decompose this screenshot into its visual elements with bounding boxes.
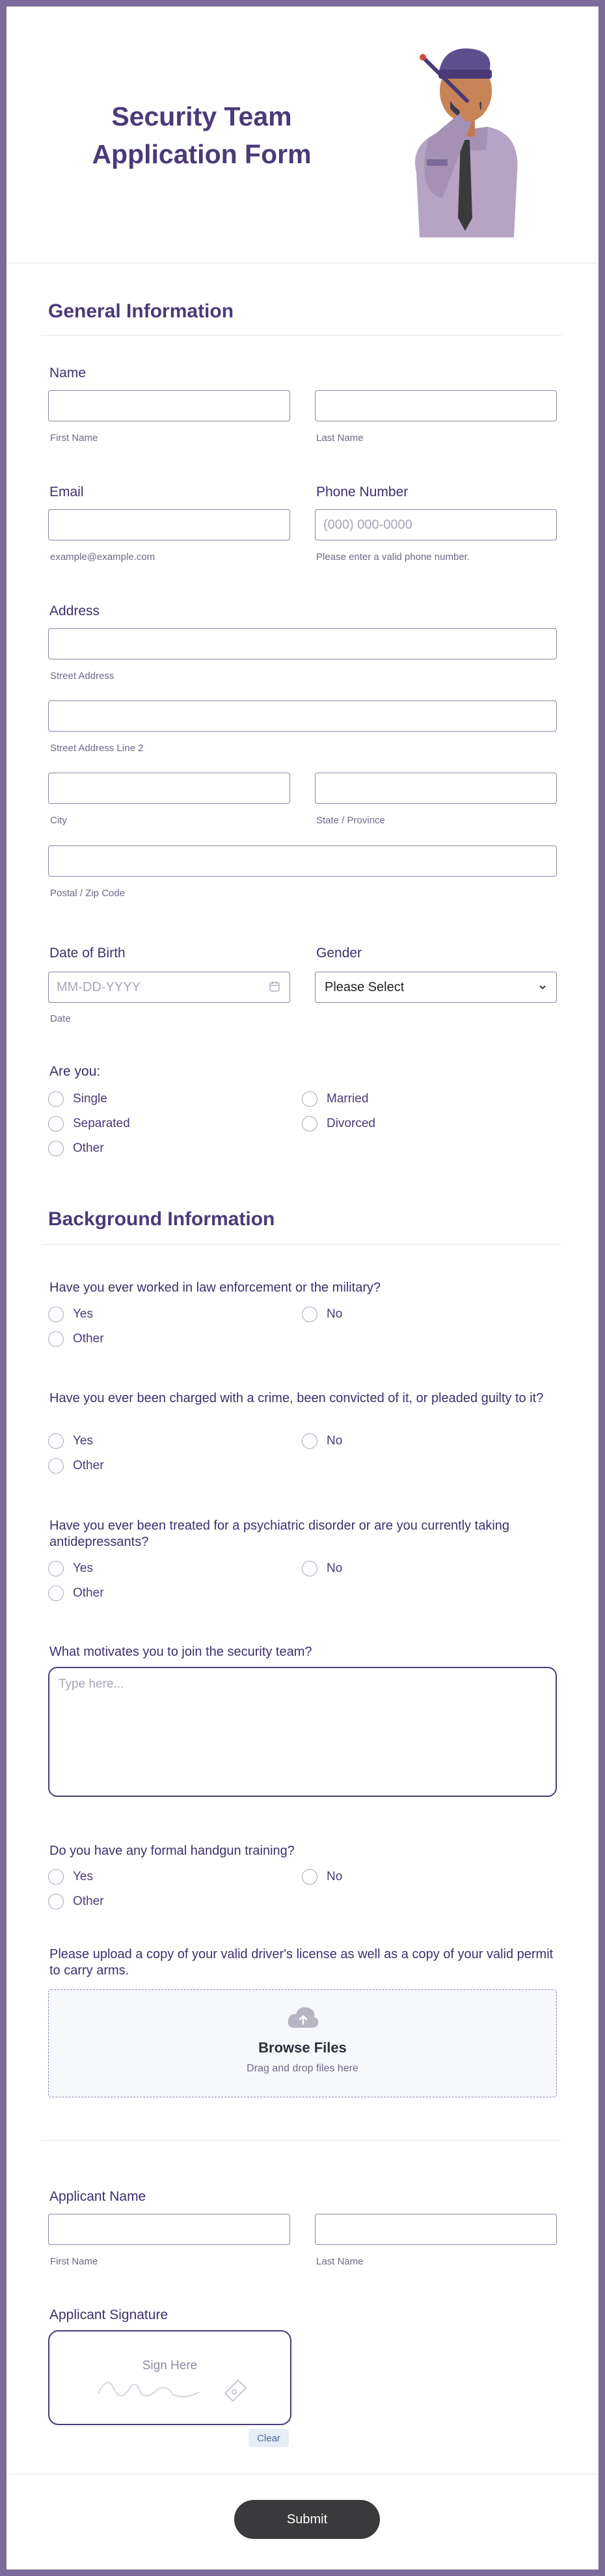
- section-divider: [42, 1244, 562, 1245]
- state-input[interactable]: [315, 773, 557, 804]
- radio-label: Other: [73, 1459, 104, 1472]
- radio-circle[interactable]: [48, 1433, 64, 1449]
- city-sublabel: City: [50, 815, 67, 826]
- email-input[interactable]: [48, 509, 290, 540]
- radio-label: No: [327, 1561, 343, 1575]
- radio-label: Yes: [73, 1870, 93, 1883]
- dob-label: Date of Birth: [49, 946, 126, 961]
- q-upload-label: Please upload a copy of your valid driver's license as well as a copy of your valid permit to carry arms.: [49, 1947, 554, 1978]
- radio-circle[interactable]: [302, 1307, 317, 1322]
- calendar-icon[interactable]: [269, 981, 280, 992]
- radio-label: Separated: [73, 1117, 130, 1130]
- dob-input[interactable]: [48, 972, 290, 1003]
- radio-circle[interactable]: [48, 1091, 64, 1107]
- street-address-2-sublabel: Street Address Line 2: [50, 743, 144, 754]
- chevron-down-icon: [538, 983, 547, 992]
- radio-circle[interactable]: [48, 1869, 64, 1885]
- q-criminal-record-label: Have you ever been charged with a crime, been convicted of it, or pleaded guilty to it?: [49, 1391, 544, 1405]
- are-you-label: Are you:: [49, 1064, 101, 1079]
- cloud-upload-icon: [287, 2006, 319, 2029]
- radio-divorced[interactable]: [302, 1116, 375, 1132]
- radio-married[interactable]: [302, 1091, 368, 1107]
- applicant-signature-label: Applicant Signature: [49, 2307, 168, 2322]
- submit-button[interactable]: Submit: [234, 2500, 380, 2539]
- q2-radio-yes[interactable]: [48, 1433, 93, 1449]
- applicant-name-label: Applicant Name: [49, 2189, 146, 2204]
- radio-circle[interactable]: [48, 1307, 64, 1322]
- radio-other[interactable]: [48, 1141, 104, 1156]
- form-header: [7, 7, 598, 263]
- radio-label: Yes: [73, 1561, 93, 1575]
- radio-label: Married: [327, 1092, 369, 1106]
- drag-drop-hint: Drag and drop files here: [247, 2063, 358, 2074]
- radio-circle[interactable]: [302, 1091, 317, 1107]
- phone-sublabel: Please enter a valid phone number.: [316, 551, 470, 563]
- gender-label: Gender: [316, 946, 362, 961]
- email-label: Email: [49, 485, 84, 499]
- street-address-2-input[interactable]: [48, 700, 557, 732]
- file-upload-dropzone[interactable]: [48, 1989, 557, 2097]
- radio-label: Yes: [73, 1434, 93, 1448]
- q-psychiatric-label: Have you ever been treated for a psychiatric disorder or are you currently taking antidepressants?: [49, 1519, 510, 1549]
- radio-label: No: [327, 1434, 343, 1448]
- footer-divider: [7, 2474, 598, 2475]
- q5-radio-no[interactable]: [302, 1869, 342, 1885]
- first-name-input[interactable]: [48, 390, 290, 421]
- form-card: [7, 7, 598, 2569]
- q-motivation-label: What motivates you to join the security team?: [49, 1645, 312, 1659]
- radio-circle[interactable]: [48, 1331, 64, 1347]
- q3-radio-other[interactable]: [48, 1586, 104, 1601]
- name-label: Name: [49, 365, 87, 380]
- q1-radio-yes[interactable]: [48, 1307, 93, 1322]
- applicant-first-name-input[interactable]: [48, 2214, 290, 2245]
- street-address-input[interactable]: [48, 628, 557, 659]
- radio-label: Other: [73, 1586, 104, 1600]
- radio-circle[interactable]: [48, 1894, 64, 1909]
- dob-sublabel: Date: [50, 1013, 71, 1024]
- background-info-heading: Background Information: [48, 1208, 275, 1230]
- radio-circle[interactable]: [48, 1116, 64, 1132]
- q2-radio-no[interactable]: [302, 1433, 342, 1449]
- clear-signature-button[interactable]: Clear: [249, 2429, 289, 2447]
- q-law-enforcement-label: Have you ever worked in law enforcement or the military?: [49, 1281, 381, 1295]
- radio-circle[interactable]: [302, 1433, 317, 1449]
- phone-input[interactable]: [315, 509, 557, 540]
- signature-scribble-icon: [95, 2367, 264, 2406]
- radio-circle[interactable]: [48, 1141, 64, 1156]
- radio-circle[interactable]: [302, 1116, 317, 1132]
- radio-label: Yes: [73, 1307, 93, 1321]
- first-name-sublabel: First Name: [50, 432, 98, 444]
- motivation-textarea[interactable]: [48, 1667, 557, 1797]
- radio-label: No: [327, 1870, 343, 1883]
- applicant-last-name-input[interactable]: [315, 2214, 557, 2245]
- q5-radio-other[interactable]: [48, 1894, 104, 1909]
- radio-separated[interactable]: [48, 1116, 130, 1132]
- form-title: Security Team Application Form: [92, 101, 312, 169]
- radio-single[interactable]: [48, 1091, 107, 1107]
- radio-circle[interactable]: [302, 1561, 317, 1576]
- sign-here-placeholder: Sign Here: [142, 2359, 198, 2372]
- q1-radio-other[interactable]: [48, 1331, 104, 1347]
- q1-radio-no[interactable]: [302, 1307, 342, 1322]
- radio-label: Other: [73, 1141, 104, 1155]
- q2-radio-other[interactable]: [48, 1458, 104, 1474]
- gender-select[interactable]: [315, 972, 557, 1003]
- address-label: Address: [49, 604, 100, 618]
- last-name-input[interactable]: [315, 390, 557, 421]
- last-name-sublabel: Last Name: [316, 432, 364, 444]
- radio-label: Divorced: [327, 1117, 375, 1130]
- city-input[interactable]: [48, 773, 290, 804]
- state-sublabel: State / Province: [316, 815, 385, 826]
- q-handgun-label: Do you have any formal handgun training?: [49, 1844, 295, 1858]
- radio-label: Other: [73, 1894, 104, 1908]
- applicant-first-name-sublabel: First Name: [50, 2256, 98, 2267]
- radio-label: Single: [73, 1092, 107, 1106]
- signature-pad[interactable]: [48, 2330, 291, 2425]
- gender-select-value: Please Select: [325, 979, 405, 994]
- section-divider: [42, 335, 562, 336]
- radio-circle[interactable]: [48, 1458, 64, 1474]
- street-address-sublabel: Street Address: [50, 671, 114, 682]
- radio-circle[interactable]: [302, 1869, 317, 1885]
- phone-label: Phone Number: [316, 485, 409, 499]
- applicant-last-name-sublabel: Last Name: [316, 2256, 364, 2267]
- radio-circle[interactable]: [48, 1561, 64, 1576]
- browse-files-label[interactable]: Browse Files: [258, 2039, 347, 2056]
- postal-code-input[interactable]: [48, 845, 557, 877]
- email-sublabel: example@example.com: [50, 551, 155, 563]
- radio-label: Other: [73, 1332, 104, 1346]
- radio-circle[interactable]: [48, 1586, 64, 1601]
- postal-code-sublabel: Postal / Zip Code: [50, 888, 126, 899]
- radio-label: No: [327, 1307, 343, 1321]
- q3-radio-no[interactable]: [302, 1561, 342, 1576]
- q5-radio-yes[interactable]: [48, 1869, 93, 1885]
- general-info-heading: General Information: [48, 300, 234, 322]
- security-guard-illustration: [390, 36, 540, 244]
- section-divider: [42, 2140, 562, 2141]
- q3-radio-yes[interactable]: [48, 1561, 93, 1576]
